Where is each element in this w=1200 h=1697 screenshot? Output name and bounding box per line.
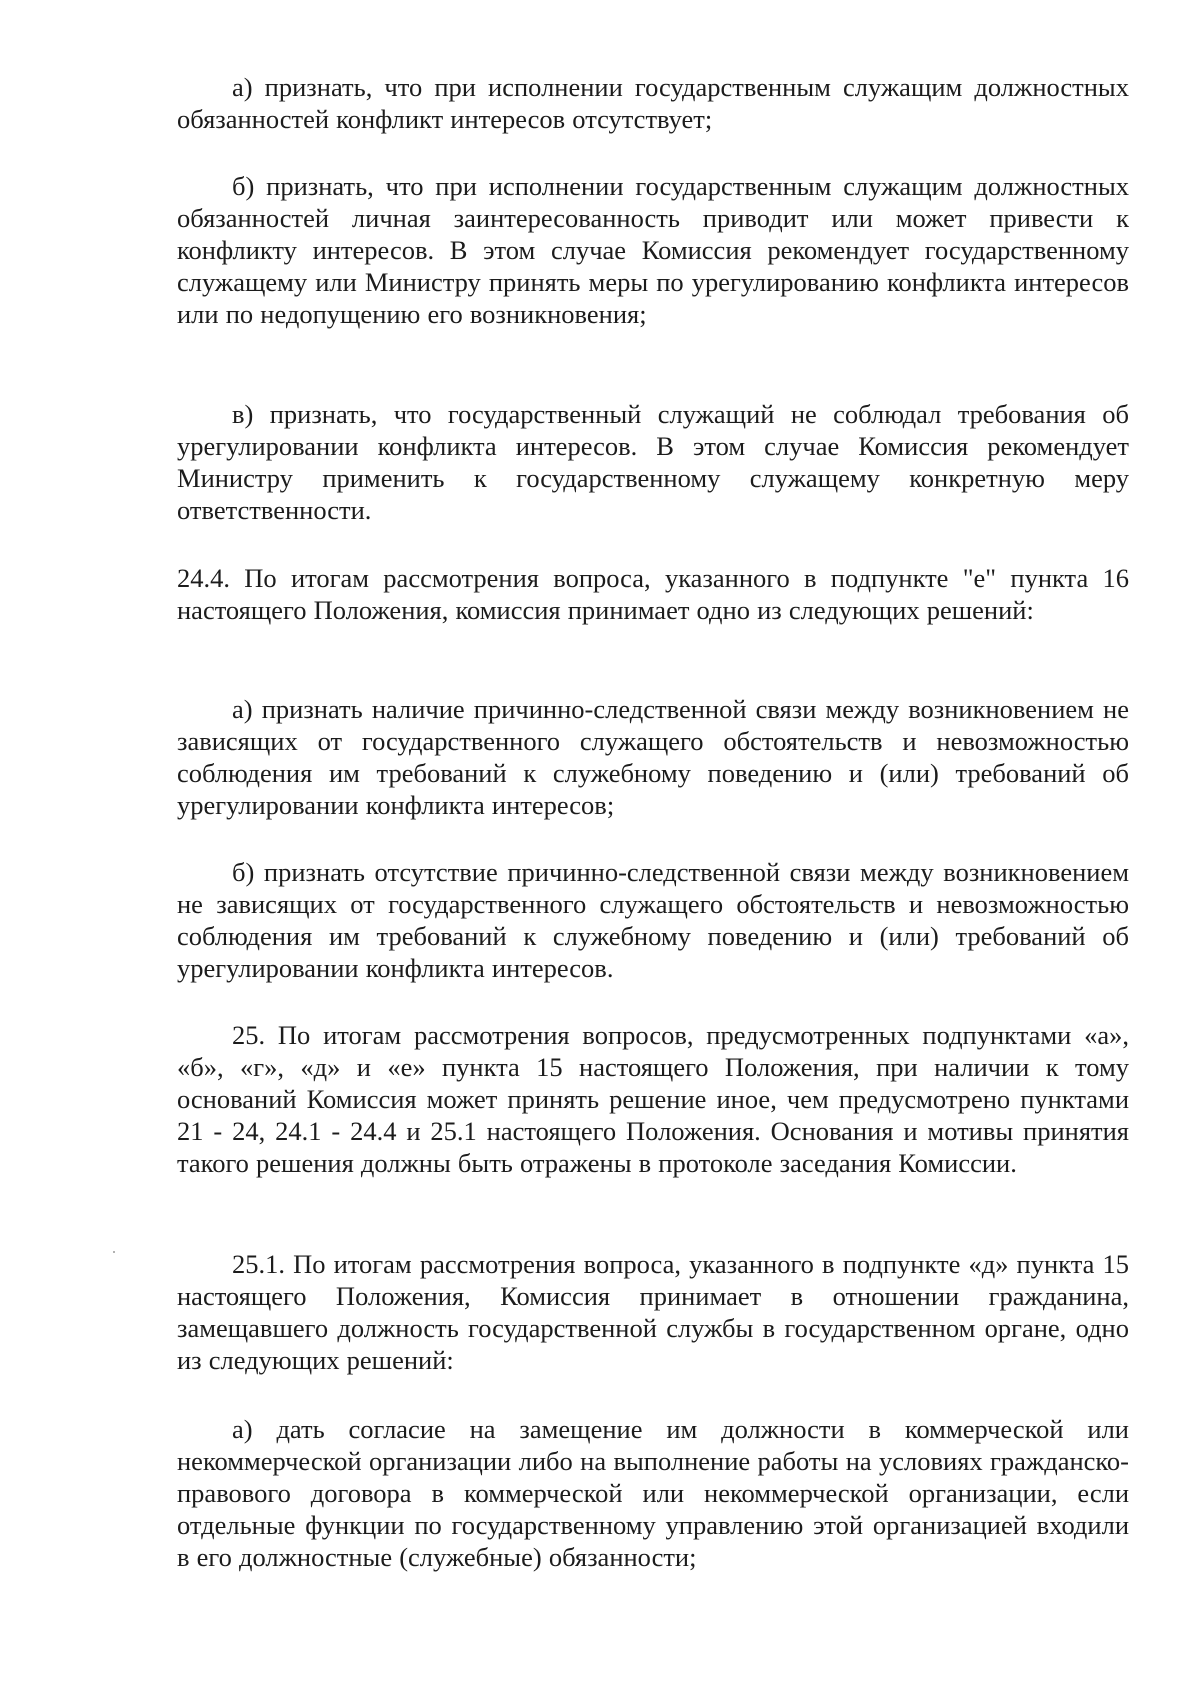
paragraph-24-4: 24.4. По итогам рассмотрения вопроса, указанного в подпункте "е" пункта 16 настоящего Положения, комиссия принимает одно из следующих решений: (177, 563, 1129, 625)
paragraph-causal-link-present: а) признать наличие причинно-следственной связи между возникновением не зависящих от государственного служащего обстоятельств и невозможностью соблюдения им требований к служебному поведению и (или) требований об урегулировании конфликта интересов; (177, 694, 1129, 820)
scan-speck (113, 1251, 115, 1253)
paragraph-conflict-absent: а) признать, что при исполнении государственным служащим должностных обязанностей конфликт интересов отсутствует; (177, 72, 1129, 134)
paragraph-not-complied: в) признать, что государственный служащий не соблюдал требования об урегулировании конфликта интересов. В этом случае Комиссия рекомендует Министру применить к государственному служащему конкретную меру ответственности. (177, 399, 1129, 525)
paragraph-25: 25. По итогам рассмотрения вопросов, предусмотренных подпунктами «а», «б», «г», «д» и «е» пункта 15 настоящего Положения, при наличии к тому оснований Комиссия может принять решение иное, чем предусмотрено пунктами 21 - 24, 24.1 - 24.4 и 25.1 настоящего Положения. Основания и мотивы принятия такого решения должны быть отражены в протоколе заседания Комиссии. (177, 1020, 1129, 1178)
paragraph-personal-interest: б) признать, что при исполнении государственным служащим должностных обязанностей личная заинтересованность приводит или может привести к конфликту интересов. В этом случае Комиссия рекомендует государственному служащему или Министру принять меры по урегулированию конфликта интересов или по недопущению его возникновения; (177, 171, 1129, 329)
paragraph-consent-given: а) дать согласие на замещение им должности в коммерческой или некоммерческой организации либо на выполнение работы на условиях гражданско-правового договора в коммерческой или некоммерческой организации, если отдельные функции по государственному управлению этой организацией входили в его должностные (служебные) обязанности; (177, 1414, 1129, 1572)
paragraph-25-1: 25.1. По итогам рассмотрения вопроса, указанного в подпункте «д» пункта 15 настоящего Положения, Комиссия принимает в отношении гражданина, замещавшего должность государственной службы в государственном органе, одно из следующих решений: (177, 1249, 1129, 1375)
paragraph-causal-link-absent: б) признать отсутствие причинно-следственной связи между возникновением не зависящих от государственного служащего обстоятельств и невозможностью соблюдения им требований к служебному поведению и (или) требований об урегулировании конфликта интересов. (177, 857, 1129, 983)
